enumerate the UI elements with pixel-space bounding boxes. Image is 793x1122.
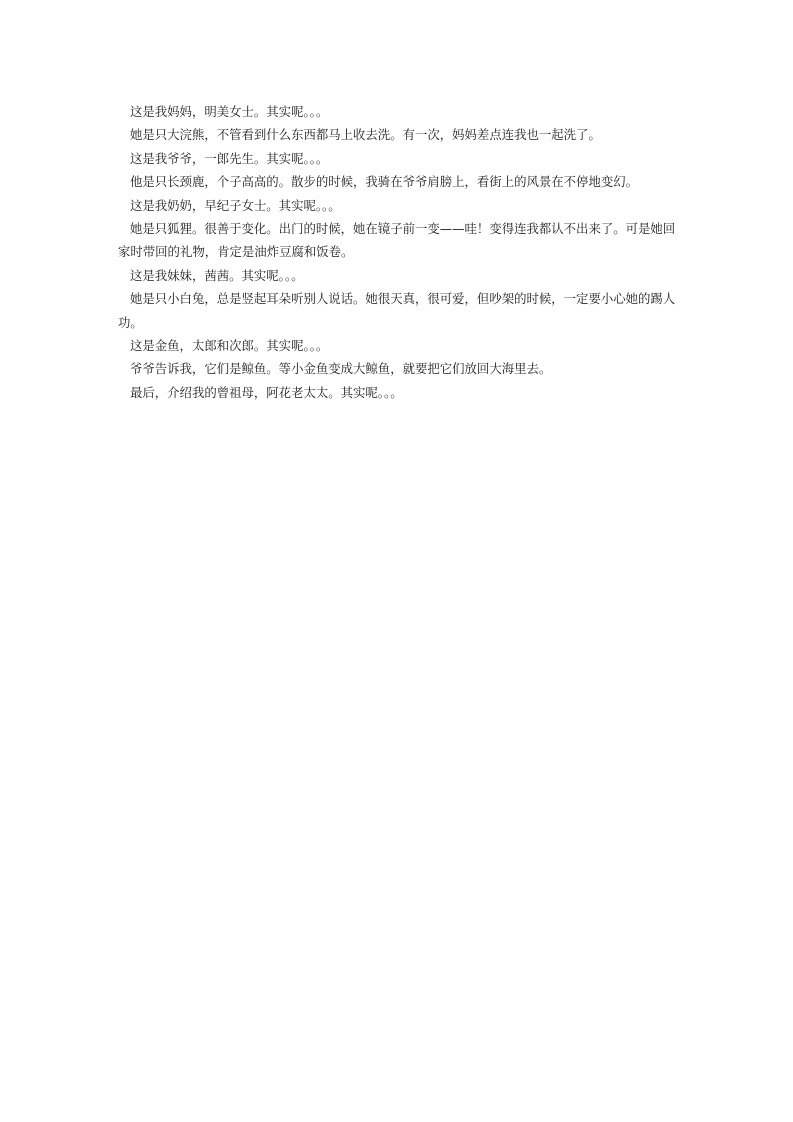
- paragraph-1: 这是我妈妈，明美女士。其实呢。。。: [130, 104, 329, 119]
- paragraph-4: 他是只长颈鹿，个子高高的。散步的时候，我骑在爷爷肩膀上，看街上的风景在不停地变幻。: [130, 174, 639, 190]
- document-body: [118, 100, 678, 404]
- paragraph-9: 这是金鱼，太郎和次郎。其实呢。。。: [130, 338, 329, 354]
- paragraph-6: 她是只狐狸。很善于变化。出门的时候，她在镜子前一变——哇！变得连我都认不出来了。可是她回家时带回的礼物，肯定是油炸豆腐和饭卷。: [118, 221, 676, 260]
- paragraph-5: 这是我奶奶，早纪子女士。其实呢。。。: [130, 197, 341, 213]
- paragraph-8: 她是只小白兔，总是竖起耳朵听别人说话。她很天真，很可爱，但吵架的时候，一定要小心她的踢人功。: [118, 291, 676, 330]
- paragraph-11: 最后，介绍我的曾祖母，阿花老太太。其实呢。。。: [130, 384, 403, 400]
- paragraph-3: 这是我爷爷，一郎先生。其实呢。。。: [130, 150, 329, 166]
- paragraph-10: 爷爷告诉我，它们是鲸鱼。等小金鱼变成大鲸鱼，就要把它们放回大海里去。: [130, 361, 552, 377]
- paragraph-7: 这是我妹妹，茜茜。其实呢。。。: [130, 267, 304, 283]
- paragraph-2: 她是只大浣熊，不管看到什么东西都马上收去洗。有一次，妈妈差点连我也一起洗了。: [130, 127, 601, 143]
